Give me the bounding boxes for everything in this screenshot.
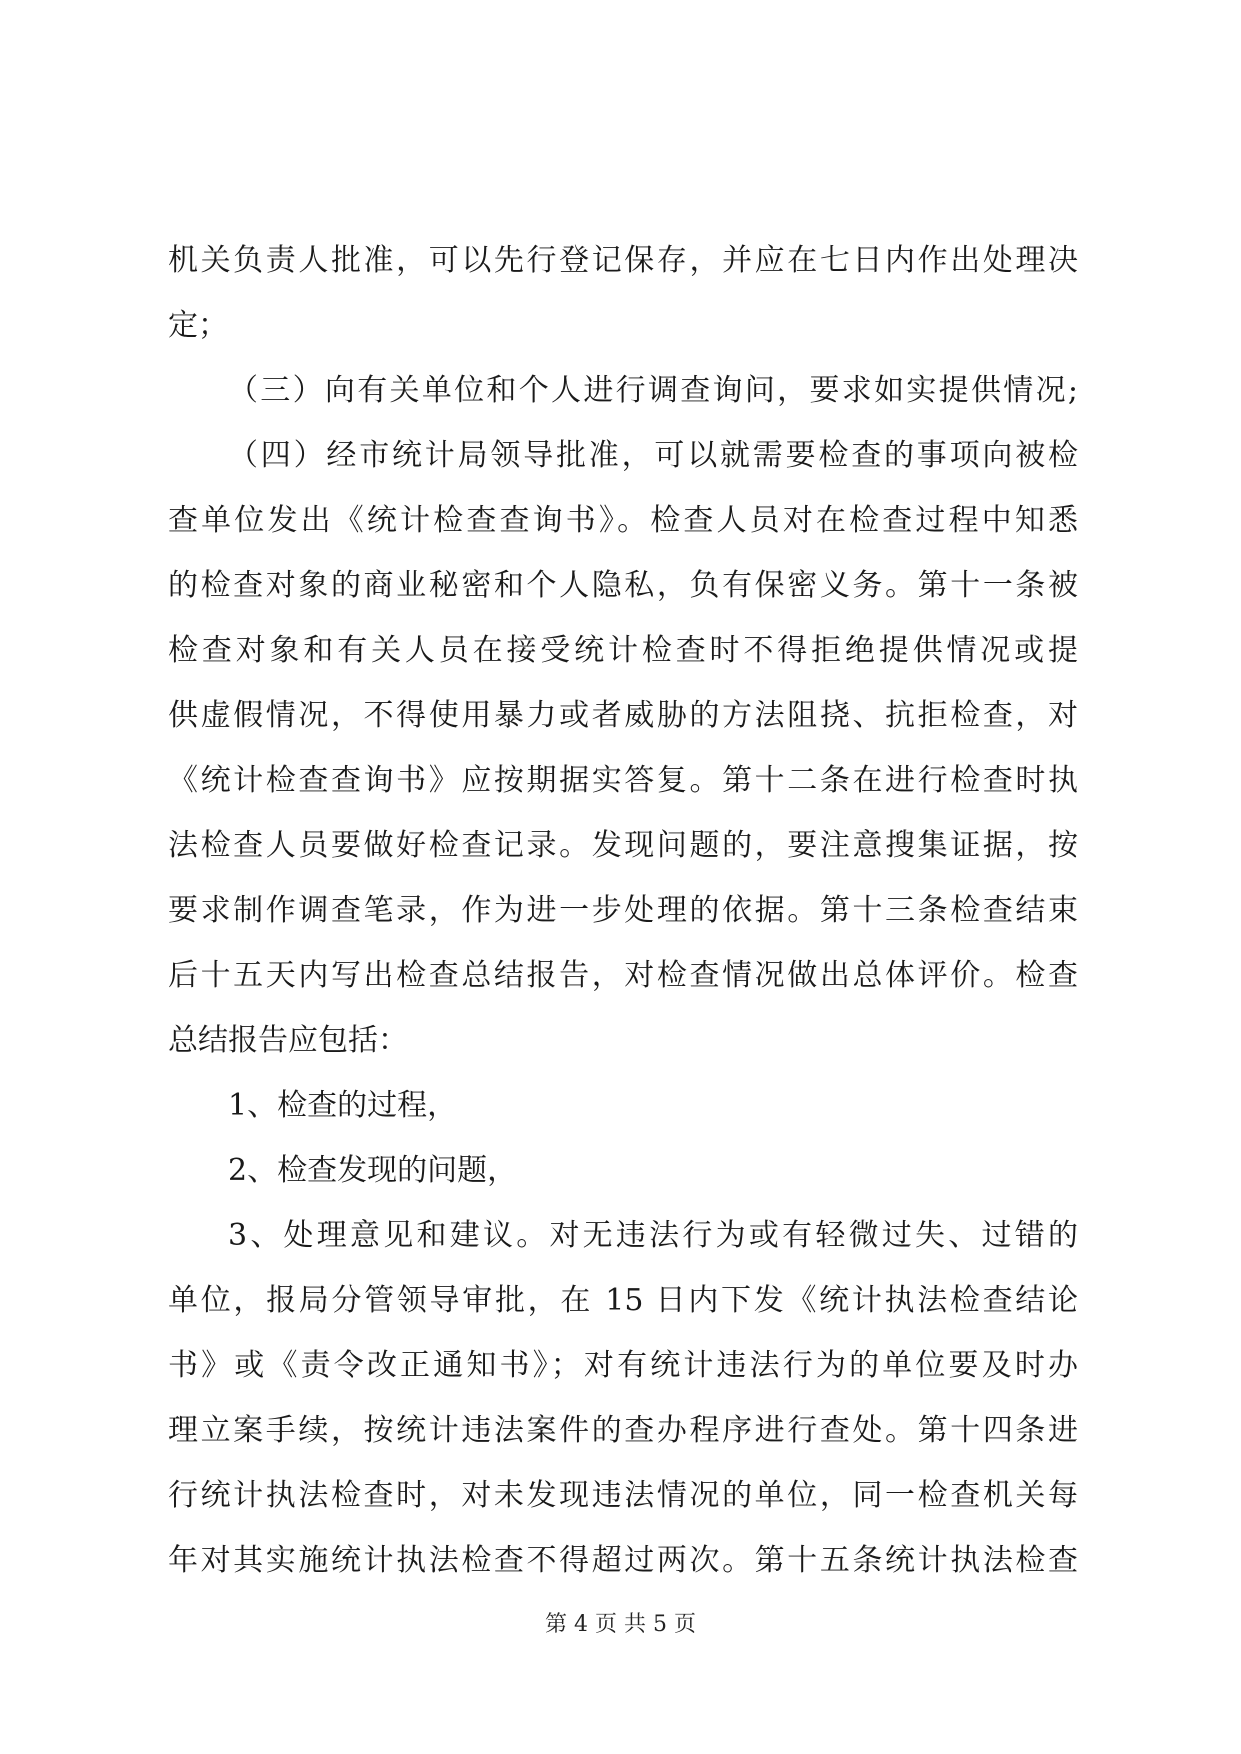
text-line: 机关负责人批准，可以先行登记保存，并应在七日内作出处理决 xyxy=(168,243,1078,278)
text-line: 的检查对象的商业秘密和个人隐私，负有保密义务。第十一条被 xyxy=(168,568,1078,603)
text-line: （四）经市统计局领导批准，可以就需要检查的事项向被检 xyxy=(228,438,1078,473)
page-number-footer: 第 4 页 共 5 页 xyxy=(545,1612,696,1637)
text-line: 《统计检查查询书》应按期据实答复。第十二条在进行检查时执 xyxy=(168,763,1078,798)
text-line: 查单位发出《统计检查查询书》。检查人员对在检查过程中知悉 xyxy=(168,503,1078,538)
text-line: （三）向有关单位和个人进行调查询问，要求如实提供情况; xyxy=(228,373,1078,408)
text-line: 3、处理意见和建议。对无违法行为或有轻微过失、过错的 xyxy=(228,1218,1078,1253)
text-line: 书》或《责令改正通知书》；对有统计违法行为的单位要及时办 xyxy=(168,1348,1078,1383)
text-line: 年对其实施统计执法检查不得超过两次。第十五条统计执法检查 xyxy=(168,1543,1078,1578)
text-line: 单位，报局分管领导审批，在 15 日内下发《统计执法检查结论 xyxy=(168,1283,1078,1318)
text-line: 供虚假情况，不得使用暴力或者威胁的方法阻挠、抗拒检查，对 xyxy=(168,698,1078,733)
text-line: 要求制作调查笔录，作为进一步处理的依据。第十三条检查结束 xyxy=(168,893,1078,928)
text-line: 后十五天内写出检查总结报告，对检查情况做出总体评价。检查 xyxy=(168,958,1078,993)
text-line: 总结报告应包括： xyxy=(168,1023,408,1058)
text-line: 检查对象和有关人员在接受统计检查时不得拒绝提供情况或提 xyxy=(168,633,1078,668)
text-line: 理立案手续，按统计违法案件的查办程序进行查处。第十四条进 xyxy=(168,1413,1078,1448)
text-line: 行统计执法检查时，对未发现违法情况的单位，同一检查机关每 xyxy=(168,1478,1078,1513)
text-line: 定； xyxy=(168,308,228,343)
text-line: 1、检查的过程， xyxy=(228,1088,458,1123)
text-line: 法检查人员要做好检查记录。发现问题的，要注意搜集证据，按 xyxy=(168,828,1078,863)
text-line: 2、检查发现的问题， xyxy=(228,1153,518,1188)
body-text xyxy=(168,228,1078,1593)
